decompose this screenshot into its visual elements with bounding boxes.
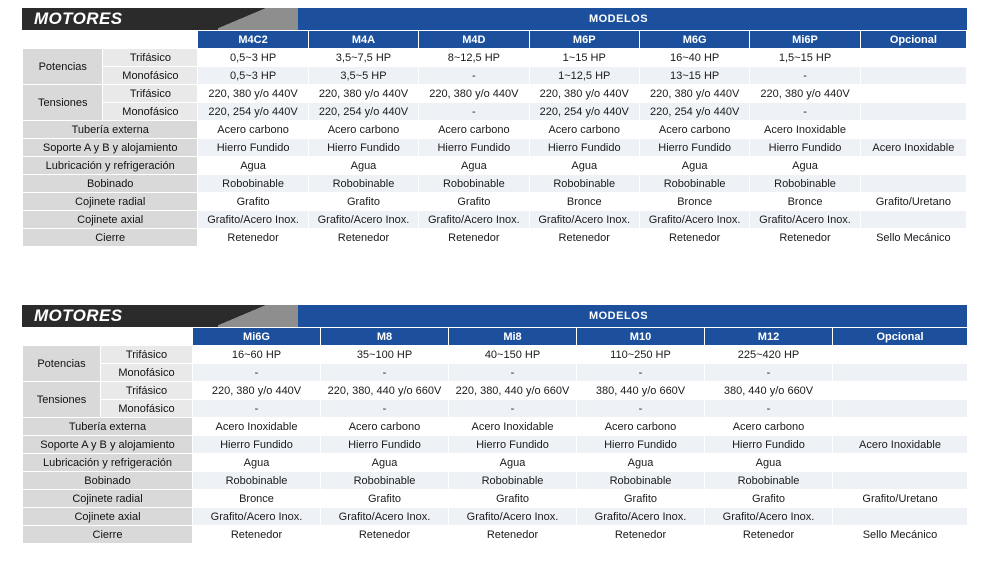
cell [833,364,968,382]
cell: Robobinable [198,175,308,193]
cell: 380, 440 y/o 660V [577,382,705,400]
cell: Grafito/Acero Inox. [419,211,529,229]
header-spacer [23,31,198,49]
cell: 220, 380 y/o 440V [193,382,321,400]
cell: Hierro Fundido [198,139,308,157]
cell: - [193,400,321,418]
cell: 8~12,5 HP [419,49,529,67]
cell: - [449,400,577,418]
cell: Grafito/Uretano [833,490,968,508]
cell: Acero Inoxidable [750,121,860,139]
cell: - [419,67,529,85]
table-row [23,490,968,508]
col-header-m6g: M6G [639,31,749,49]
cell: - [193,364,321,382]
table-row [23,121,967,139]
cell: Grafito/Acero Inox. [705,508,833,526]
cell: Agua [198,157,308,175]
cell: Bronce [193,490,321,508]
cell: 1,5~15 HP [750,49,860,67]
cell: Hierro Fundido [193,436,321,454]
cell: Agua [639,157,749,175]
row-group-potencias: Potencias [23,346,101,382]
cell [833,508,968,526]
cell: 220, 254 y/o 440V [639,103,749,121]
cell: Retenedor [750,229,860,247]
cell [833,346,968,364]
spec-table-1 [22,30,967,247]
cell: Hierro Fundido [529,139,639,157]
cell: - [750,67,860,85]
cell: Retenedor [198,229,308,247]
table-row [23,454,968,472]
column-header-row-2 [23,328,968,346]
cell: Robobinable [529,175,639,193]
row-label-tuberia-externa: Tubería externa [23,121,198,139]
row-sub-monofasico: Monofásico [101,364,193,382]
cell: 3,5~7,5 HP [308,49,418,67]
block-1-models-label: MODELOS [270,8,967,30]
cell: Retenedor [193,526,321,544]
cell [860,211,966,229]
table-row [23,229,967,247]
cell: Hierro Fundido [639,139,749,157]
cell: 1~15 HP [529,49,639,67]
cell: 220, 254 y/o 440V [529,103,639,121]
col-header-m12: M12 [705,328,833,346]
cell: Grafito/Acero Inox. [750,211,860,229]
cell: - [577,364,705,382]
cell: Hierro Fundido [705,436,833,454]
cell: 380, 440 y/o 660V [705,382,833,400]
row-group-tensiones: Tensiones [23,85,103,121]
header-slant-decoration [218,8,270,30]
row-sub-trifasico: Trifásico [101,382,193,400]
row-label-cojinete-axial: Cojinete axial [23,508,193,526]
cell: Agua [529,157,639,175]
cell: Grafito/Acero Inox. [639,211,749,229]
cell: Bronce [639,193,749,211]
table-row [23,526,968,544]
col-header-m10: M10 [577,328,705,346]
block-1-title: MOTORES [22,8,218,30]
cell: Grafito [198,193,308,211]
cell: Grafito [321,490,449,508]
cell: Acero Inoxidable [860,139,966,157]
table-row [23,211,967,229]
block-2-header [22,305,967,327]
col-header-m4c2: M4C2 [198,31,308,49]
cell: 220, 380 y/o 440V [529,85,639,103]
cell: 3,5~5 HP [308,67,418,85]
cell: Agua [705,454,833,472]
row-sub-trifasico: Trifásico [101,346,193,364]
cell: Hierro Fundido [321,436,449,454]
cell: Grafito [308,193,418,211]
cell: Robobinable [750,175,860,193]
cell: - [419,103,529,121]
row-sub-monofasico: Monofásico [101,400,193,418]
cell: Acero Inoxidable [833,436,968,454]
row-label-cojinete-axial: Cojinete axial [23,211,198,229]
cell: Grafito [705,490,833,508]
cell: Acero carbono [577,418,705,436]
cell: 220, 380, 440 y/o 660V [449,382,577,400]
cell: Hierro Fundido [308,139,418,157]
cell: Robobinable [639,175,749,193]
cell: Sello Mecánico [860,229,966,247]
cell: Hierro Fundido [750,139,860,157]
table-row [23,157,967,175]
cell: Agua [321,454,449,472]
cell: Acero carbono [321,418,449,436]
cell: Agua [750,157,860,175]
row-sub-trifasico: Trifásico [103,85,198,103]
row-label-lubricacion: Lubricación y refrigeración [23,157,198,175]
cell: Retenedor [577,526,705,544]
table-row [23,472,968,490]
cell: 220, 380 y/o 440V [308,85,418,103]
cell: Grafito/Uretano [860,193,966,211]
row-label-bobinado: Bobinado [23,175,198,193]
col-header-m4d: M4D [419,31,529,49]
col-header-mi6p: Mi6P [750,31,860,49]
cell: Acero Inoxidable [193,418,321,436]
cell: Retenedor [639,229,749,247]
cell: 220, 380, 440 y/o 660V [321,382,449,400]
table-row [23,139,967,157]
row-label-soporte: Soporte A y B y alojamiento [23,139,198,157]
spec-block-1 [22,8,967,247]
cell: Acero carbono [639,121,749,139]
spec-block-2 [22,305,967,544]
cell: 110~250 HP [577,346,705,364]
cell: Robobinable [419,175,529,193]
cell: Grafito/Acero Inox. [308,211,418,229]
cell [833,454,968,472]
cell: 220, 380 y/o 440V [639,85,749,103]
cell: 1~12,5 HP [529,67,639,85]
cell: 225~420 HP [705,346,833,364]
cell: - [577,400,705,418]
cell: Retenedor [529,229,639,247]
cell: - [321,364,449,382]
cell: - [705,400,833,418]
cell: Acero carbono [198,121,308,139]
cell: 40~150 HP [449,346,577,364]
spec-table-2 [22,327,968,544]
cell [860,103,966,121]
cell: 35~100 HP [321,346,449,364]
cell: Hierro Fundido [449,436,577,454]
cell: Retenedor [321,526,449,544]
cell: - [449,364,577,382]
row-label-cierre: Cierre [23,526,193,544]
cell: Retenedor [449,526,577,544]
cell [860,175,966,193]
cell: Robobinable [308,175,418,193]
cell: Agua [577,454,705,472]
block-2-title: MOTORES [22,305,218,327]
block-1-header [22,8,967,30]
header-slant-decoration [218,305,270,327]
cell: Grafito/Acero Inox. [529,211,639,229]
cell: Retenedor [419,229,529,247]
cell: 220, 380 y/o 440V [750,85,860,103]
cell: Sello Mecánico [833,526,968,544]
cell: Bronce [750,193,860,211]
cell: - [321,400,449,418]
row-label-lubricacion: Lubricación y refrigeración [23,454,193,472]
row-label-bobinado: Bobinado [23,472,193,490]
cell: Agua [449,454,577,472]
cell: - [705,364,833,382]
column-header-row-1 [23,31,967,49]
cell [833,418,968,436]
table-row [23,400,968,418]
cell: Grafito [419,193,529,211]
cell: Robobinable [193,472,321,490]
cell: Agua [419,157,529,175]
row-label-cierre: Cierre [23,229,198,247]
row-group-tensiones: Tensiones [23,382,101,418]
cell [860,85,966,103]
row-sub-monofasico: Monofásico [103,67,198,85]
cell: Acero carbono [529,121,639,139]
cell: Grafito [577,490,705,508]
table-row [23,67,967,85]
cell [860,67,966,85]
col-header-opcional: Opcional [860,31,966,49]
row-sub-trifasico: Trifásico [103,49,198,67]
cell: Grafito/Acero Inox. [449,508,577,526]
table-row [23,85,967,103]
col-header-mi8: Mi8 [449,328,577,346]
cell: 0,5~3 HP [198,49,308,67]
cell: Retenedor [705,526,833,544]
table-row [23,364,968,382]
table-row [23,436,968,454]
cell: 220, 380 y/o 440V [419,85,529,103]
cell: Grafito [449,490,577,508]
cell: Agua [308,157,418,175]
cell: Grafito/Acero Inox. [193,508,321,526]
cell: Acero Inoxidable [449,418,577,436]
col-header-opcional: Opcional [833,328,968,346]
table-row [23,103,967,121]
col-header-mi6g: Mi6G [193,328,321,346]
row-label-soporte: Soporte A y B y alojamiento [23,436,193,454]
cell: Bronce [529,193,639,211]
row-group-potencias: Potencias [23,49,103,85]
cell: Robobinable [705,472,833,490]
table-row [23,49,967,67]
cell [860,157,966,175]
cell: Grafito/Acero Inox. [577,508,705,526]
cell [860,49,966,67]
row-sub-monofasico: Monofásico [103,103,198,121]
col-header-m4a: M4A [308,31,418,49]
cell: Robobinable [577,472,705,490]
row-label-cojinete-radial: Cojinete radial [23,490,193,508]
col-header-m6p: M6P [529,31,639,49]
cell: 16~60 HP [193,346,321,364]
cell: Hierro Fundido [577,436,705,454]
table-row [23,508,968,526]
col-header-m8: M8 [321,328,449,346]
table-row [23,382,968,400]
cell: 220, 254 y/o 440V [198,103,308,121]
table-row [23,193,967,211]
cell: Robobinable [321,472,449,490]
row-label-cojinete-radial: Cojinete radial [23,193,198,211]
cell: Acero carbono [308,121,418,139]
header-spacer [23,328,193,346]
table-row [23,175,967,193]
cell [833,382,968,400]
cell: 13~15 HP [639,67,749,85]
cell: 16~40 HP [639,49,749,67]
cell [833,472,968,490]
cell: Hierro Fundido [419,139,529,157]
cell: Retenedor [308,229,418,247]
cell: Agua [193,454,321,472]
cell: Grafito/Acero Inox. [321,508,449,526]
cell: Robobinable [449,472,577,490]
cell: Grafito/Acero Inox. [198,211,308,229]
block-2-models-label: MODELOS [270,305,967,327]
cell: 220, 380 y/o 440V [198,85,308,103]
cell [833,400,968,418]
cell: 220, 254 y/o 440V [308,103,418,121]
cell [860,121,966,139]
table-row [23,418,968,436]
cell: Acero carbono [705,418,833,436]
cell: - [750,103,860,121]
row-label-tuberia-externa: Tubería externa [23,418,193,436]
cell: Acero carbono [419,121,529,139]
cell: 0,5~3 HP [198,67,308,85]
table-row [23,346,968,364]
